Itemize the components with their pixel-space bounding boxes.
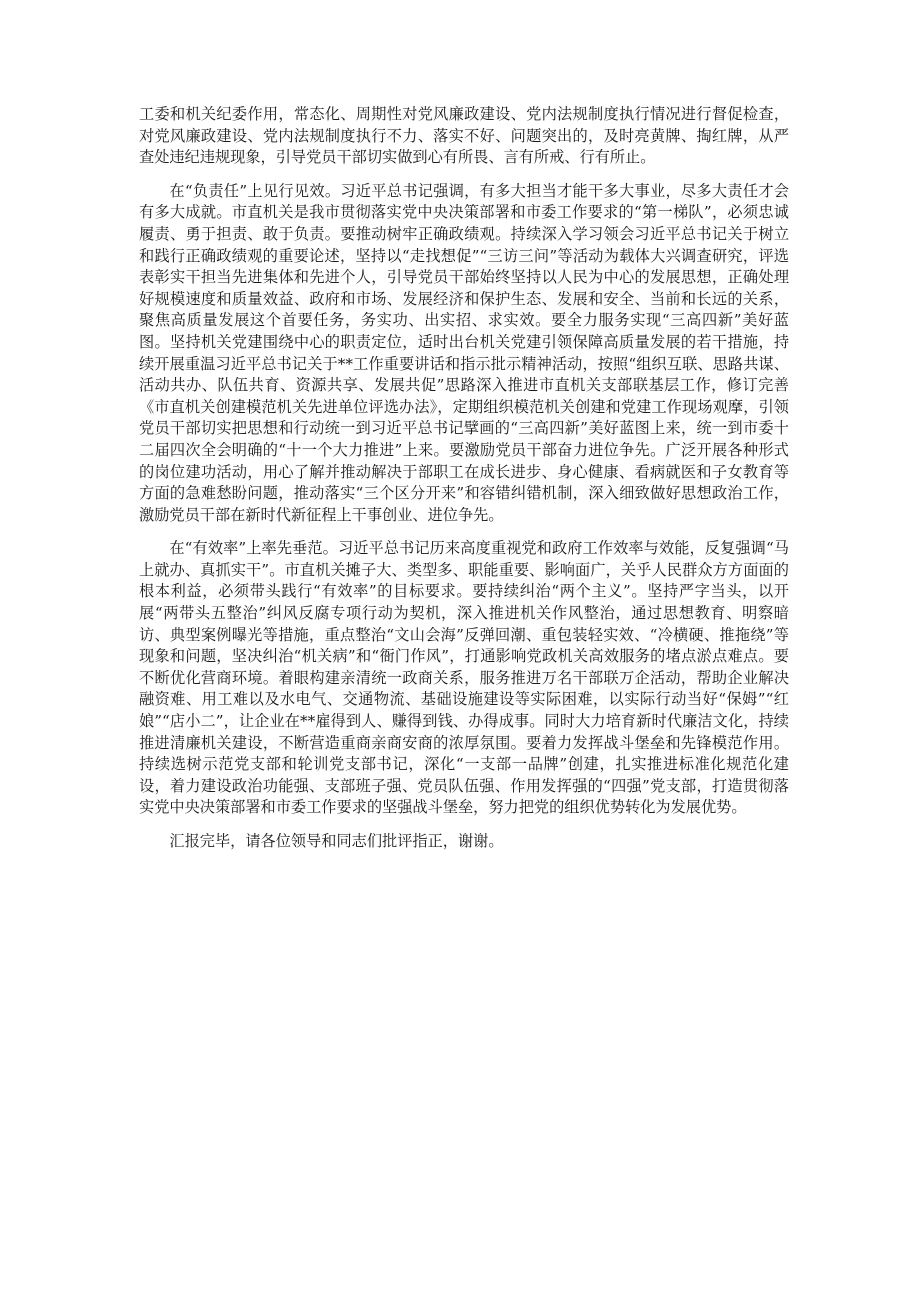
paragraph-efficiency: 在“有效率”上率先垂范。习近平总书记历来高度重视党和政府工作效率与效能，反复强调“马上就办、真抓实干”。市直机关摊子大、类型多、职能重要、影响面广，关乎人民群众方方面面的根本利益，必须带头践行“有效率”的目标要求。要持续纠治“两个主义”。坚持严字当头，以开展“两带头五整治”纠风反腐专项行动为契机，深入推进机关作风整治，通过思想教育、明察暗访、典型案例曝光等措施，重点整治“文山会海”反弹回潮、重包装轻实效、“冷横硬、推拖绕”等现象和问题，坚决纠治“机关病”和“衙门作风”，打通影响党政机关高效服务的堵点淤点难点。要不断优化营商环境。着眼构建亲清统一政商关系，服务推进万名干部联万企活动，帮助企业解决融资难、用工难以及水电气、交通物流、基础设施建设等实际困难，以实际行动当好“保姆”“红娘”“店小二”，让企业在**雇得到人、赚得到钱、办得成事。同时大力培育新时代廉洁文化，持续推进清廉机关建设，不断营造重商亲商安商的浓厚氛围。要着力发挥战斗堡垒和先锋模范作用。持续选树示范党支部和轮训党支部书记，深化“一支部一品牌”创建，扎实推进标准化规范化建设，着力建设政治功能强、支部班子强、党员队伍强、作用发挥强的“四强”党支部，打造贯彻落实党中央决策部署和市委工作要求的坚强战斗堡垒，努力把党的组织优势转化为发展优势。	[139, 539, 789, 817]
paragraph-responsibility: 在“负责任”上见行见效。习近平总书记强调，有多大担当才能干多大事业，尽多大责任才会有多大成就。市直机关是我市贯彻落实党中央决策部署和市委工作要求的“第一梯队”，必须忠诚履责、勇于担责、敢于负责。要推动树牢正确政绩观。持续深入学习领会习近平总书记关于树立和践行正确政绩观的重要论述，坚持以“走找想促”“三访三问”等活动为载体大兴调查研究，评选表彰实干担当先进集体和先进个人，引导党员干部始终坚持以人民为中心的发展思想，正确处理好规模速度和质量效益、政府和市场、发展经济和保护生态、发展和安全、当前和长远的关系，聚焦高质量发展这个首要任务，务实功、出实招、求实效。要全力服务实现“三高四新”美好蓝图。坚持机关党建围绕中心的职责定位，适时出台机关党建引领保障高质量发展的若干措施，持续开展重温习近平总书记关于**工作重要讲话和指示批示精神活动，按照“组织互联、思路共谋、活动共办、队伍共育、资源共享、发展共促”思路深入推进市直机关支部联基层工作，修订完善《市直机关创建模范机关先进单位评选办法》，定期组织模范机关创建和党建工作现场观摩，引领党员干部切实把思想和行动统一到习近平总书记擘画的“三高四新”美好蓝图上来，统一到市委十二届四次全会明确的“十一个大力推进”上来。要激励党员干部奋力进位争先。广泛开展各种形式的岗位建功活动，用心了解并推动解决于部职工在成长进步、身心健康、看病就医和子女教育等方面的急难愁盼问题，推动落实“三个区分开来”和容错纠错机制，深入细致做好思想政治工作，激励党员干部在新时代新征程上干事创业、进位争先。	[139, 181, 789, 524]
paragraph-closing: 汇报完毕，请各位领导和同志们批评指正，谢谢。	[169, 832, 504, 850]
paragraph-continued: 工委和机关纪委作用，常态化、周期性对党风廉政建设、党内法规制度执行情况进行督促检查，对党风廉政建设、党内法规制度执行不力、落实不好、问题突出的，及时亮黄牌、掏红牌，从严查处违纪违规现象，引导党员干部切实做到心有所畏、言有所戒、行有所止。	[139, 105, 789, 167]
document-body	[139, 104, 789, 865]
